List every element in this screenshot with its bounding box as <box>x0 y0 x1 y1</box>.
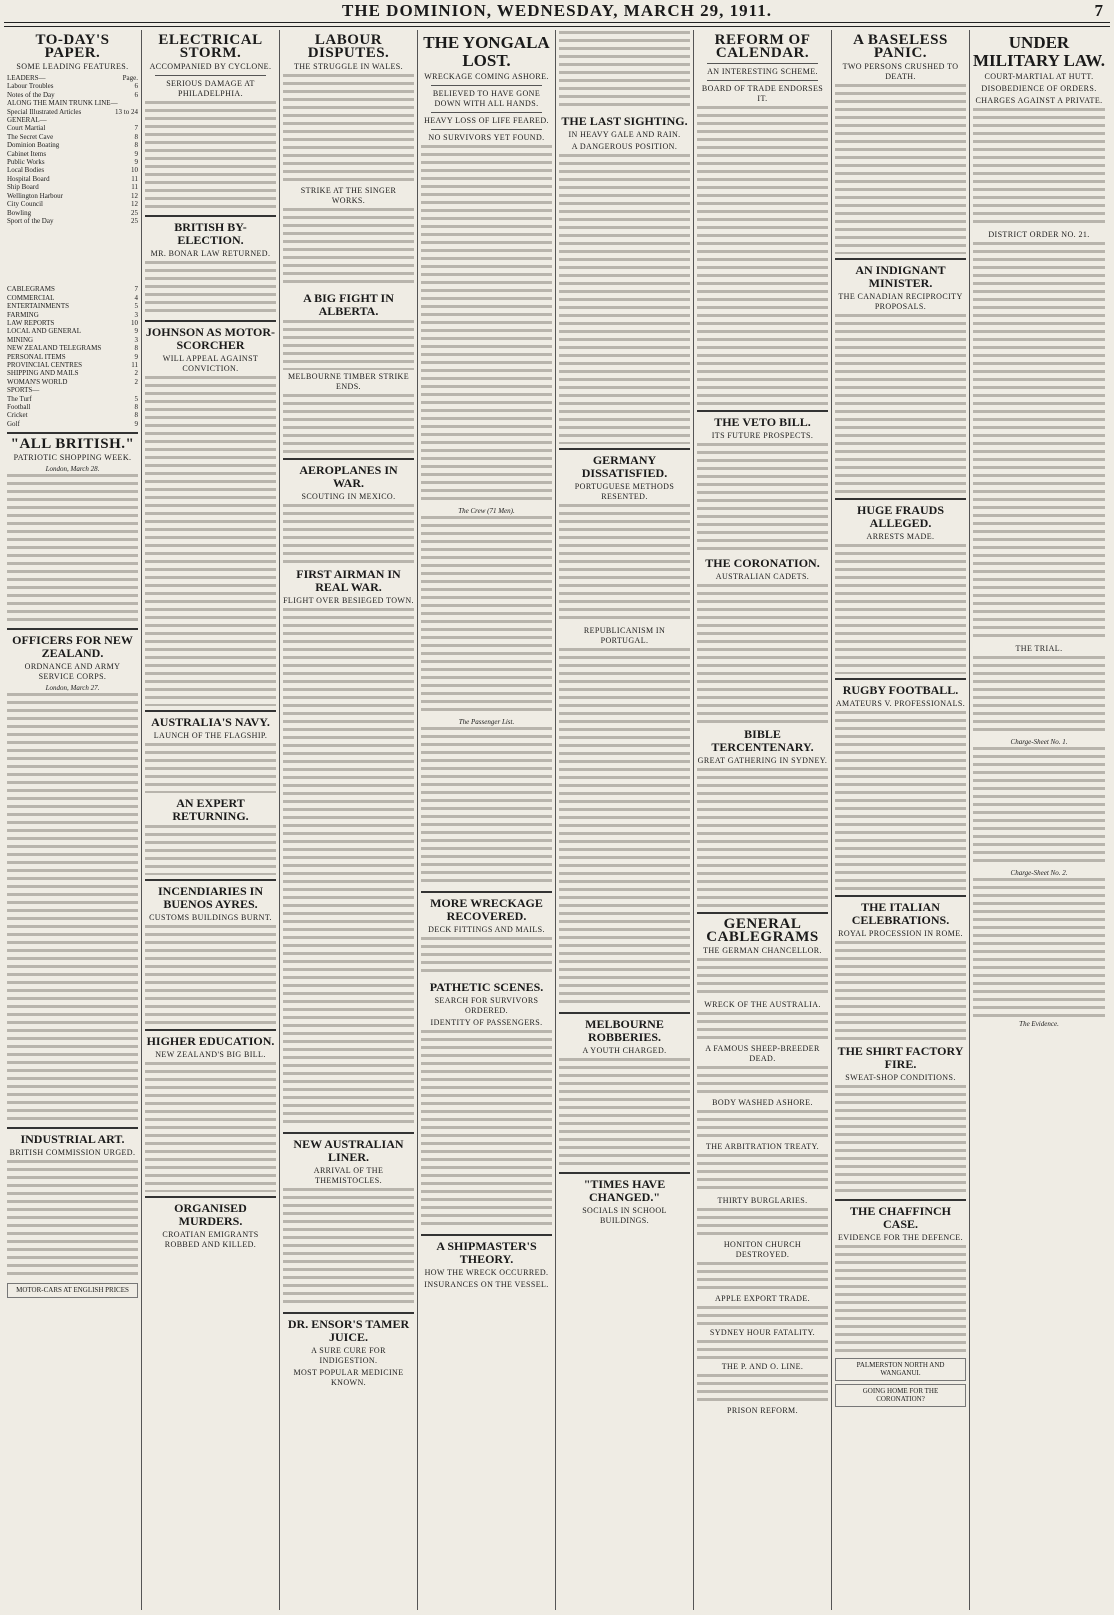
article-body-placeholder <box>835 544 966 674</box>
toc-header: LEADERS— Page. <box>7 74 138 82</box>
toc-row: LOCAL AND GENERAL 9 <box>7 327 138 336</box>
subhead: THE STRUGGLE IN WALES. <box>293 62 404 71</box>
toc-row: ENTERTAINMENTS 5 <box>7 302 138 311</box>
column-5 <box>556 30 694 1610</box>
subhead: NEW ZEALAND'S BIG BILL. <box>155 1050 266 1059</box>
toc-row: Football 8 <box>7 403 138 411</box>
subhead: SEARCH FOR SURVIVORS ORDERED. <box>434 996 539 1015</box>
article-body-placeholder <box>421 516 552 716</box>
toc-row: CABLEGRAMS 7 <box>7 285 138 294</box>
dateline: London, March 27. <box>45 684 100 693</box>
headline-general-cablegrams: GENERAL CABLEGRAMS <box>706 916 819 945</box>
headline-electrical-storm: ELECTRICAL STORM. <box>158 32 263 61</box>
divider <box>697 410 828 412</box>
subhead: IDENTITY OF PASSENGERS. <box>430 1018 543 1027</box>
subhead-british-commission: BRITISH COMMISSION URGED. <box>9 1148 136 1158</box>
article-body-placeholder <box>835 314 966 494</box>
subhead: NO SURVIVORS YET FOUND. <box>428 133 545 142</box>
article-body-placeholder <box>697 958 828 998</box>
subhead: SYDNEY HOUR FATALITY. <box>709 1328 816 1337</box>
article-body-placeholder <box>421 145 552 505</box>
toc-row: FARMING 3 <box>7 310 138 319</box>
headline-organised-murders: ORGANISED MURDERS. <box>174 1201 247 1228</box>
divider <box>145 1029 276 1031</box>
subhead: COURT-MARTIAL AT HUTT. <box>984 72 1094 81</box>
article-body-placeholder <box>973 656 1105 736</box>
divider <box>7 432 138 434</box>
divider <box>559 448 690 450</box>
subhead: SWEAT-SHOP CONDITIONS. <box>845 1073 956 1082</box>
subhead: WRECK OF THE AUSTRALIA. <box>704 1000 821 1009</box>
subhead: A SURE CURE FOR INDIGESTION. <box>311 1346 386 1365</box>
divider <box>145 215 276 217</box>
subhead: MELBOURNE TIMBER STRIKE ENDS. <box>287 372 410 391</box>
advertisement: PALMERSTON NORTH AND WANGANUI. <box>835 1358 966 1381</box>
crew-heading: The Crew (71 Men). <box>458 507 515 515</box>
toc-row: City Council 12 <box>7 200 138 209</box>
toc-row: Bowling 25 <box>7 208 138 217</box>
advertisement: MOTOR-CARS AT ENGLISH PRICES <box>7 1283 138 1297</box>
toc-filler <box>7 225 138 285</box>
toc-sports-header: SPORTS— <box>7 386 40 395</box>
toc-row: GENERAL— <box>7 116 47 125</box>
divider <box>7 628 138 630</box>
subhead: GREAT GATHERING IN SYDNEY. <box>697 756 828 765</box>
article-body-placeholder <box>145 743 276 793</box>
article-body-placeholder <box>697 106 828 406</box>
subhead: BOARD OF TRADE ENDORSES IT. <box>701 84 824 103</box>
rule <box>707 63 818 64</box>
subhead: EVIDENCE FOR THE DEFENCE. <box>838 1233 963 1242</box>
article-body-placeholder <box>835 1085 966 1195</box>
subhead: HOW THE WRECK OCCURRED. <box>424 1268 549 1277</box>
toc-row: The Secret Cave 8 <box>7 132 138 141</box>
toc-row: Wellington Harbour 12 <box>7 191 138 200</box>
headline-expert-returning: AN EXPERT RETURNING. <box>172 796 249 823</box>
subhead: ARRIVAL OF THE THEMISTOCLES. <box>313 1166 384 1185</box>
subhead: AN INTERESTING SCHEME. <box>707 67 818 76</box>
article-body-placeholder <box>559 648 690 1008</box>
subhead: HEAVY LOSS OF LIFE FEARED. <box>424 116 549 125</box>
subhead: LAUNCH OF THE FLAGSHIP. <box>153 731 268 740</box>
subhead: SCOUTING IN MEXICO. <box>301 492 396 501</box>
toc-row: Notes of the Day 6 <box>7 90 138 99</box>
article-body-placeholder <box>835 1245 966 1355</box>
headline-reform-of-calendar: REFORM OF CALENDAR. <box>714 32 811 61</box>
article-body-placeholder <box>559 154 690 444</box>
article-body-placeholder <box>835 84 966 254</box>
subhead: SERIOUS DAMAGE AT PHILADELPHIA. <box>166 79 255 98</box>
headline-labour-disputes: LABOUR DISPUTES. <box>307 32 390 61</box>
subhead: DISTRICT ORDER NO. 21. <box>988 230 1090 239</box>
divider <box>697 912 828 914</box>
article-body-placeholder <box>283 1188 414 1308</box>
subhead: CHARGES AGAINST A PRIVATE. <box>975 96 1103 105</box>
subhead: INSURANCES ON THE VESSEL. <box>424 1280 549 1289</box>
article-body-placeholder <box>697 584 828 724</box>
column-4 <box>418 30 556 1610</box>
article-body-placeholder <box>283 608 414 1128</box>
article-body-placeholder <box>421 727 552 887</box>
toc-row: SHIPPING AND MAILS 2 <box>7 369 138 378</box>
headline-shirt-factory: THE SHIRT FACTORY FIRE. <box>837 1044 964 1071</box>
article-body-placeholder <box>697 443 828 553</box>
toc-row: Public Works 9 <box>7 158 138 167</box>
headline-new-australian-liner: NEW AUSTRALIAN LINER. <box>293 1137 404 1164</box>
article-body-placeholder <box>7 1160 138 1280</box>
evidence-heading: The Evidence. <box>1019 1020 1059 1028</box>
divider <box>421 891 552 893</box>
article-body-placeholder <box>973 242 1105 642</box>
headline-bible-tercentenary: BIBLE TERCENTENARY. <box>711 727 814 754</box>
subhead: DISOBEDIENCE OF ORDERS. <box>981 84 1097 93</box>
subhead: TWO PERSONS CRUSHED TO DEATH. <box>842 62 959 81</box>
subhead: WRECKAGE COMING ASHORE. <box>424 72 549 81</box>
headline-under-military-law: UNDER MILITARY LAW. <box>973 33 1105 70</box>
toc-row: PROVINCIAL CENTRES 11 <box>7 360 138 369</box>
divider <box>559 1172 690 1174</box>
subhead: MOST POPULAR MEDICINE KNOWN. <box>293 1368 404 1387</box>
headline-pathetic-scenes: PATHETIC SCENES. <box>429 980 544 994</box>
subhead: STRIKE AT THE SINGER WORKS. <box>300 186 397 205</box>
toc-row: Local Bodies 10 <box>7 166 138 175</box>
subhead: SOCIALS IN SCHOOL BUILDINGS. <box>582 1206 667 1225</box>
subhead: PORTUGUESE METHODS RESENTED. <box>574 482 675 501</box>
rule <box>431 129 542 130</box>
masthead <box>0 0 1114 22</box>
divider <box>145 1196 276 1198</box>
subhead-leading-features: SOME LEADING FEATURES. <box>16 62 129 71</box>
headline-industrial-art: INDUSTRIAL ART. <box>20 1132 125 1147</box>
rule <box>431 85 542 86</box>
article-body-placeholder <box>559 31 690 111</box>
toc-row: Labour Troubles 6 <box>7 82 138 91</box>
article-body-placeholder <box>283 504 414 564</box>
article-body-placeholder <box>283 74 414 184</box>
divider <box>283 1312 414 1314</box>
toc-row: ALONG THE MAIN TRUNK LINE— <box>7 99 118 108</box>
masthead-rule <box>4 22 1110 27</box>
article-body-placeholder <box>145 1062 276 1192</box>
subhead: REPUBLICANISM IN PORTUGAL. <box>583 626 666 645</box>
toc-row: WOMAN'S WORLD 2 <box>7 377 138 386</box>
headline-todays-paper: TO-DAY'S PAPER. <box>35 32 110 61</box>
subhead: A DANGEROUS POSITION. <box>571 142 678 151</box>
article-body-placeholder <box>973 747 1105 867</box>
table-of-contents <box>7 74 138 428</box>
subhead: WILL APPEAL AGAINST CONVICTION. <box>162 354 259 373</box>
headline-incendiaries: INCENDIARIES IN BUENOS AYRES. <box>157 884 264 911</box>
column-8 <box>970 30 1108 1610</box>
divider <box>835 498 966 500</box>
subhead: A FAMOUS SHEEP-BREEDER DEAD. <box>705 1044 820 1063</box>
subhead: A YOUTH CHARGED. <box>582 1046 667 1055</box>
toc-row: NEW ZEALAND TELEGRAMS 8 <box>7 344 138 353</box>
headline-rugby-football: RUGBY FOOTBALL. <box>842 683 959 697</box>
toc-row: PERSONAL ITEMS 9 <box>7 352 138 361</box>
article-body-placeholder <box>283 394 414 454</box>
column-7 <box>832 30 970 1610</box>
divider <box>145 879 276 881</box>
article-body-placeholder <box>697 1262 828 1292</box>
subhead: BODY WASHED ASHORE. <box>712 1098 813 1107</box>
rule <box>707 80 818 81</box>
headline-aeroplanes-in-war: AEROPLANES IN WAR. <box>299 463 398 490</box>
article-body-placeholder <box>697 1154 828 1194</box>
article-body-placeholder <box>145 376 276 706</box>
article-body-placeholder <box>835 941 966 1041</box>
divider <box>835 258 966 260</box>
toc-row: MINING 3 <box>7 335 138 344</box>
headline-shipmasters-theory: A SHIPMASTER'S THEORY. <box>436 1239 537 1266</box>
headline-higher-education: HIGHER EDUCATION. <box>146 1034 275 1048</box>
headline-dr-ensor: DR. ENSOR'S TAMER JUICE. <box>287 1317 410 1344</box>
toc-row: Court Martial 7 <box>7 124 138 133</box>
subhead: MR. BONAR LAW RETURNED. <box>150 249 271 258</box>
headline-by-election: BRITISH BY-ELECTION. <box>174 220 247 247</box>
headline-times-changed: "TIMES HAVE CHANGED." <box>583 1177 666 1204</box>
headline-yongala-lost: THE YONGALA LOST. <box>423 33 550 70</box>
headline-australias-navy: AUSTRALIA'S NAVY. <box>151 715 270 729</box>
subhead: THIRTY BURGLARIES. <box>717 1196 808 1205</box>
divider <box>835 678 966 680</box>
article-body-placeholder <box>7 474 138 624</box>
article-body-placeholder <box>559 504 690 624</box>
subhead: BELIEVED TO HAVE GONE DOWN WITH ALL HANDS. <box>432 89 541 108</box>
subhead: FLIGHT OVER BESIEGED TOWN. <box>283 596 414 605</box>
subhead: AMATEURS V. PROFESSIONALS. <box>835 699 966 708</box>
divider <box>835 895 966 897</box>
charge-heading: Charge-Sheet No. 2. <box>1010 869 1068 877</box>
headline-big-fight: A BIG FIGHT IN ALBERTA. <box>303 291 394 318</box>
divider <box>835 1199 966 1201</box>
subhead: PRISON REFORM. <box>727 1406 798 1415</box>
subhead: DECK FITTINGS AND MAILS. <box>428 925 545 934</box>
toc-row: Sport of the Day 25 <box>7 216 138 225</box>
toc-row: Special Illustrated Articles 13 to 24 <box>7 107 138 116</box>
subhead: THE CANADIAN RECIPROCITY PROPOSALS. <box>838 292 963 311</box>
toc-row: Hospital Board 11 <box>7 174 138 183</box>
toc-row: Dominion Boating 8 <box>7 141 138 150</box>
article-body-placeholder <box>697 1208 828 1238</box>
column-6 <box>694 30 832 1610</box>
article-body-placeholder <box>283 208 414 288</box>
subhead: THE ARBITRATION TREATY. <box>705 1142 820 1151</box>
article-body-placeholder <box>145 261 276 316</box>
headline-officers-nz: OFFICERS FOR NEW ZEALAND. <box>12 633 133 661</box>
article-body-placeholder <box>421 937 552 977</box>
article-body-placeholder <box>697 768 828 908</box>
divider <box>145 320 276 322</box>
subhead: IN HEAVY GALE AND RAIN. <box>568 130 681 139</box>
article-body-placeholder <box>697 1340 828 1360</box>
headline-all-british: "ALL BRITISH." <box>10 436 135 453</box>
subhead: ARRESTS MADE. <box>866 532 935 541</box>
subhead: THE P. AND O. LINE. <box>721 1362 804 1371</box>
divider <box>283 458 414 460</box>
article-body-placeholder <box>7 693 138 1123</box>
headline-italian-celebrations: THE ITALIAN CELEBRATIONS. <box>851 900 950 927</box>
divider <box>559 1012 690 1014</box>
subhead: AUSTRALIAN CADETS. <box>715 572 810 581</box>
subhead-ordnance: ORDNANCE AND ARMY SERVICE CORPS. <box>24 662 121 682</box>
column-1 <box>4 30 142 1610</box>
advertisement: GOING HOME FOR THE CORONATION? <box>835 1384 966 1407</box>
article-body-placeholder <box>697 1374 828 1404</box>
article-body-placeholder <box>145 101 276 211</box>
headline-veto-bill: THE VETO BILL. <box>714 415 811 429</box>
article-body-placeholder <box>697 1110 828 1140</box>
headline-baseless-panic: A BASELESS PANIC. <box>853 32 948 61</box>
divider <box>421 1234 552 1236</box>
masthead-title: THE DOMINION, WEDNESDAY, MARCH 29, 1911. <box>342 1 772 20</box>
headline-last-sighting: THE LAST SIGHTING. <box>561 114 688 128</box>
toc-row: COMMERCIAL 4 <box>7 293 138 302</box>
headline-johnson: JOHNSON AS MOTOR-SCORCHER <box>145 325 276 352</box>
toc-row: The Turf 5 <box>7 394 138 403</box>
dateline: London, March 28. <box>45 465 100 474</box>
page-number: 7 <box>1094 1 1104 20</box>
subhead: ACCOMPANIED BY CYCLONE. <box>149 62 272 71</box>
article-body-placeholder <box>559 1058 690 1168</box>
toc-row: Golf 9 <box>7 419 138 428</box>
headline-coronation: THE CORONATION. <box>705 556 820 570</box>
column-3 <box>280 30 418 1610</box>
article-body-placeholder <box>145 825 276 875</box>
charge-heading: Charge-Sheet No. 1. <box>1010 738 1068 746</box>
subhead: ROYAL PROCESSION IN ROME. <box>838 929 963 938</box>
article-body-placeholder <box>697 1306 828 1326</box>
headline-germany-dissatisfied: GERMANY DISSATISFIED. <box>581 453 668 480</box>
column-2 <box>142 30 280 1610</box>
article-body-placeholder <box>973 108 1105 228</box>
article-body-placeholder <box>835 711 966 891</box>
subhead: THE GERMAN CHANCELLOR. <box>703 946 822 955</box>
article-body-placeholder <box>421 1030 552 1230</box>
headline-more-wreckage: MORE WRECKAGE RECOVERED. <box>430 896 543 923</box>
subhead: ITS FUTURE PROSPECTS. <box>711 431 814 440</box>
divider <box>283 1132 414 1134</box>
subhead: CUSTOMS BUILDINGS BURNT. <box>149 913 272 922</box>
article-body-placeholder <box>973 878 1105 1018</box>
subhead: THE TRIAL. <box>1015 644 1063 653</box>
subhead: CROATIAN EMIGRANTS ROBBED AND KILLED. <box>162 1230 259 1249</box>
toc-row: Cricket 8 <box>7 411 138 420</box>
divider <box>145 710 276 712</box>
divider <box>7 1127 138 1129</box>
headline-first-airman: FIRST AIRMAN IN REAL WAR. <box>296 567 401 594</box>
headline-huge-frauds: HUGE FRAUDS ALLEGED. <box>856 503 944 530</box>
headline-melbourne-robberies: MELBOURNE ROBBERIES. <box>585 1017 664 1044</box>
toc-row: Cabinet Items 9 <box>7 149 138 158</box>
subhead: APPLE EXPORT TRADE. <box>714 1294 811 1303</box>
article-body-placeholder <box>697 1012 828 1042</box>
article-body-placeholder <box>145 925 276 1025</box>
toc-row: LAW REPORTS 10 <box>7 318 138 327</box>
subhead: HONITON CHURCH DESTROYED. <box>723 1240 802 1259</box>
passenger-list-heading: The Passenger List. <box>458 718 515 726</box>
headline-indignant-minister: AN INDIGNANT MINISTER. <box>855 263 946 290</box>
article-body-placeholder <box>283 320 414 370</box>
article-body-placeholder <box>697 1066 828 1096</box>
rule <box>155 75 266 76</box>
headline-chaffinch-case: THE CHAFFINCH CASE. <box>849 1204 951 1231</box>
newspaper-columns <box>4 30 1110 1610</box>
subhead-patriotic: PATRIOTIC SHOPPING WEEK. <box>13 453 132 463</box>
rule <box>431 112 542 113</box>
toc-row: Ship Board 11 <box>7 183 138 192</box>
